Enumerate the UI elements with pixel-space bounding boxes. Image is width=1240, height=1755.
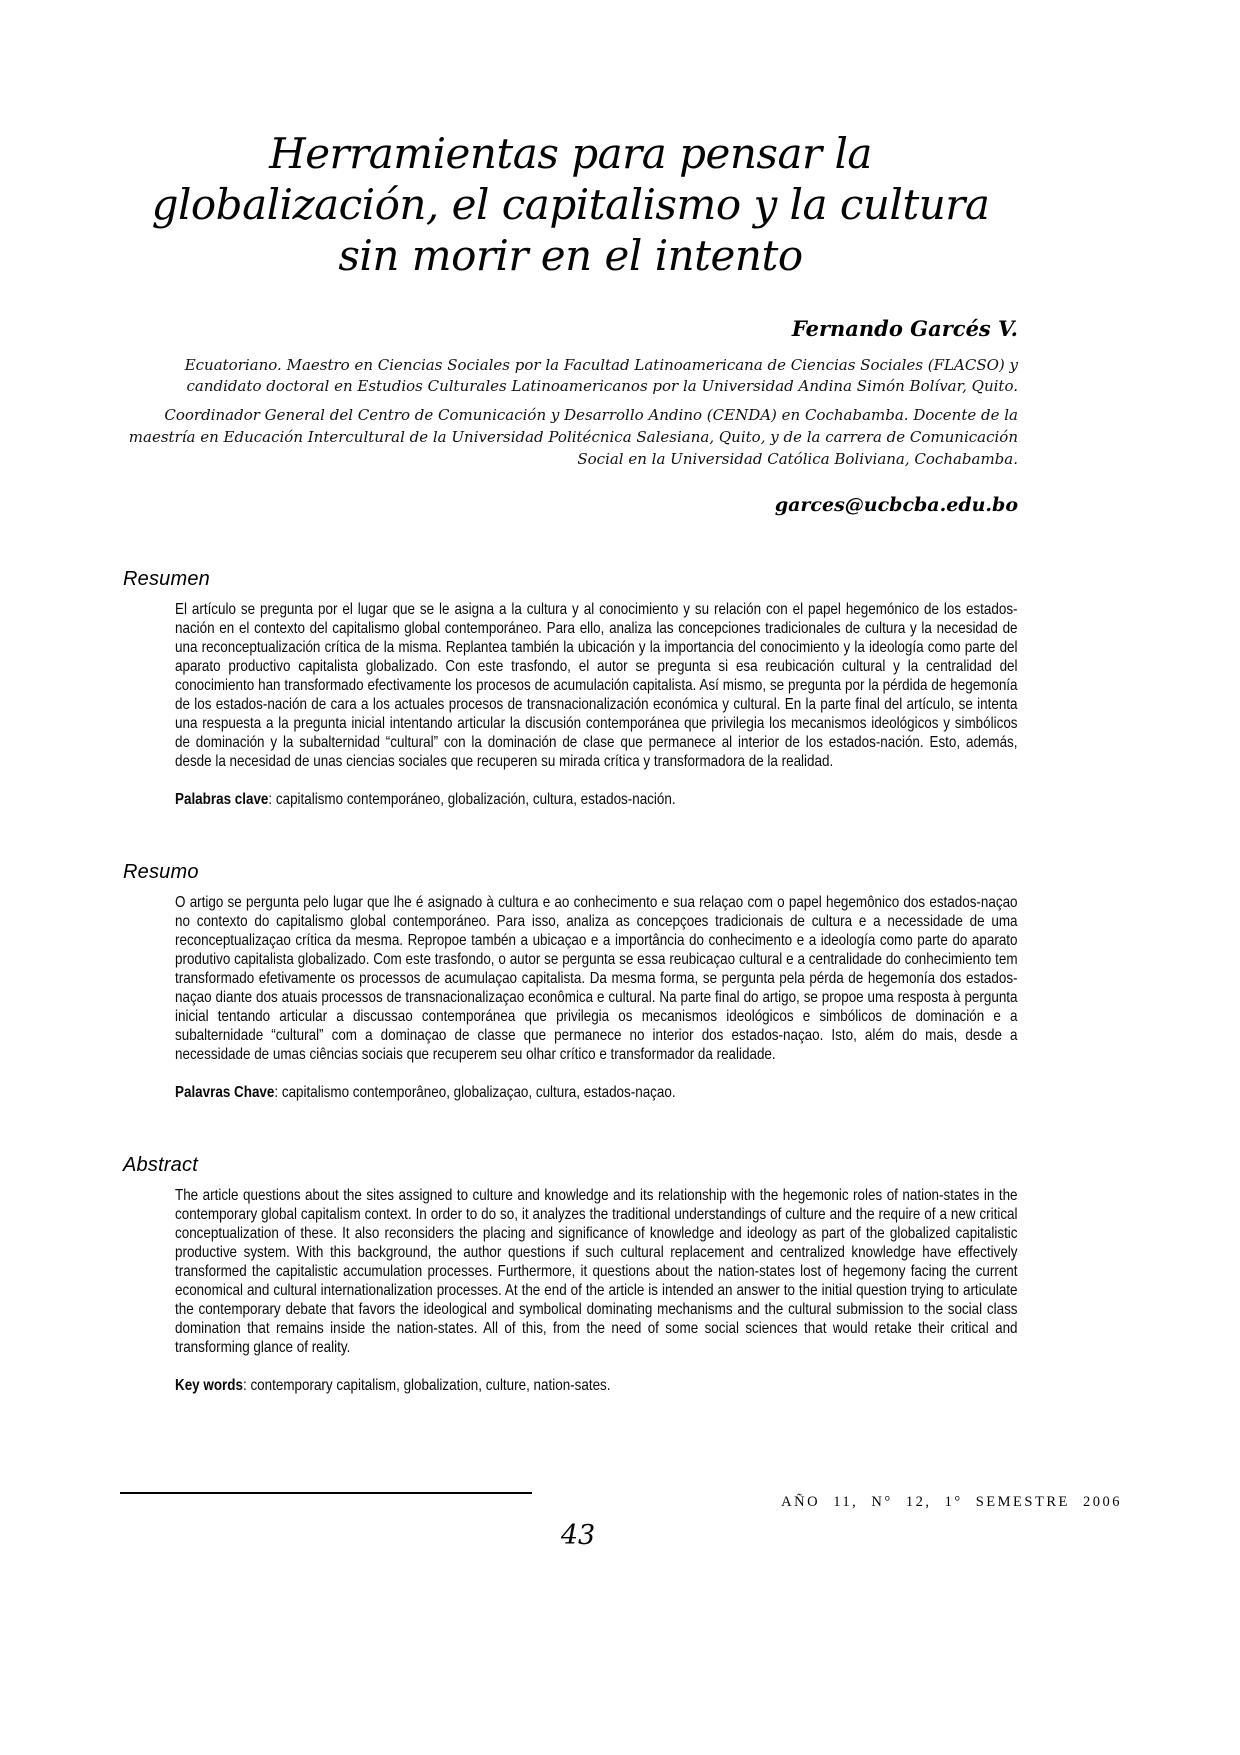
author-email: garces@ucbcba.edu.bo	[774, 494, 1018, 517]
footer-divider	[120, 1492, 532, 1494]
author-affiliation-2: Coordinador General del Centro de Comunicación y Desarrollo Andino (CENDA) en Cochabamba. Docente de la maestría en Educación Intercultural de la Universidad Politécnica Salesiana, Quito, y de la carrera de Comunicación Social en la Universidad Católica Boliviana, Cochabamba.	[128, 406, 1018, 468]
resumen-heading: Resumen	[123, 568, 210, 591]
section-resumo	[123, 861, 1018, 1102]
resumo-keywords-text: : capitalismo contemporâneo, globalizaçao, cultura, estados-naçao.	[274, 1084, 676, 1102]
resumo-keywords-label: Palavras Chave	[175, 1084, 275, 1102]
author-name: Fernando Garcés V.	[791, 315, 1018, 341]
resumen-keywords	[175, 790, 1018, 809]
resumo-body: O artigo se pergunta pelo lugar que lhe é asignado à cultura e ao conhecimento e sua relaçao com o papel hegemônico dos estados-naçao no contexto do capitalismo global contemporáneo. Para isso, analiza as concepçoes tradicionais de cultura e a necessidade de uma reconceptualizaçao crítica da mesma. Repropoe tambén a ubicaçao e a importância do conhecimento e a ideología como parte do aparato produtivo capitalista globalizado. Com este trasfondo, o autor se pergunta se essa reubicaçao cultural e a centralidade do conhecimiento tem transformado efetivamente os processos de acumulaçao capitalista. Da mesma forma, se pergunta pela pérda de hegemonía dos estados-naçao diante dos atuais processos de transnacionalizaçao econômica e cultural. Na parte final do artigo, se propoe uma resposta à pergunta inicial tentando articular a discussao contemporánea que privilegia os mecanismos ideológicos e simbólicos de dominación e a subalternidade “cultural” com a dominaçao de classe que permanece no interior dos estados-naçao. Isto, além do mais, desde a necessidade de umas ciências sociais que recuperem seu olhar crítico e transformador da realidade.	[175, 894, 1018, 1064]
page-content	[123, 0, 1018, 1395]
section-resumen	[123, 568, 1018, 809]
resumo-keywords	[175, 1083, 1018, 1102]
resumen-body: El artículo se pregunta por el lugar que se le asigna a la cultura y al conocimiento y su relación con el papel hegemónico de los estados-nación en el contexto del capitalismo global contemporáneo. Para ello, analiza las concepciones tradicionales de cultura y la necesidad de una reconceptualización crítica de la misma. Replantea también la ubicación y la importancia del conocimiento y la ideología como parte del aparato productivo capitalista globalizado. Con este trasfondo, el autor se pregunta si esa reubicación cultural y la centralidad del conocimiento han transformado efectivamente los procesos de acumulación capitalista. Así mismo, se pregunta por la pérdida de hegemonía de los estados-nación de cara a los actuales procesos de transnacionalización económica y cultural. En la parte final del artículo, se intenta una respuesta a la pregunta inicial intentando articular la discusión contemporánea que privilegia los mecanismos ideológicos y simbólicos de dominación y la subalternidad “cultural” con la dominación de clase que permanece al interior de los estados-nación. Esto, además, desde la necesidad de unas ciencias sociales que recuperen su mirada crítica y transformadora de la realidad.	[175, 601, 1018, 771]
abstract-body: The article questions about the sites assigned to culture and knowledge and its relationship with the hegemonic roles of nation-states in the contemporary global capitalism context. In order to do so, it analyzes the traditional understandings of culture and the require of a new critical conceptualization of these. It also reconsiders the placing and significance of knowledge and ideology as part of the globalized capitalistic productive system. With this background, the author questions if such cultural replacement and centralized knowledge have effectively transformed the capitalistic accumulation processes. Furthermore, it questions about the nation-states lost of hegemony facing the current economical and cultural internationalization processes. At the end of the article is intended an answer to the initial question trying to articulate the contemporary debate that favors the ideological and symbolical dominating mechanisms and the cultural submission to the social class domination that remains inside the nation-states. All of this, from the need of some social sciences that would retake their critical and transforming glance of reality.	[175, 1187, 1018, 1357]
journal-issue-info: AÑO 11, N° 12, 1° SEMESTRE 2006	[781, 1494, 1122, 1510]
section-abstract	[123, 1154, 1018, 1395]
page-number: 43	[560, 1520, 596, 1551]
author-affiliation-1: Ecuatoriano. Maestro en Ciencias Sociales por la Facultad Latinoamericana de Ciencias Sociales (FLACSO) y candidato doctoral en Estudios Culturales Latinoamericanos por la Universidad Andina Simón Bolívar, Quito.	[184, 355, 1018, 396]
article-title: Herramientas para pensar la globalización, el capitalismo y la cultura sin morir en el intento	[151, 129, 990, 281]
abstract-heading: Abstract	[123, 1154, 198, 1177]
abstract-keywords	[175, 1376, 1018, 1395]
abstract-keywords-text: : contemporary capitalism, globalization, culture, nation-sates.	[242, 1377, 611, 1395]
resumen-keywords-text: : capitalismo contemporáneo, globalización, cultura, estados-nación.	[268, 791, 676, 809]
resumo-heading: Resumo	[123, 861, 199, 884]
abstract-keywords-label: Key words	[175, 1377, 243, 1395]
resumen-keywords-label: Palabras clave	[175, 791, 269, 809]
